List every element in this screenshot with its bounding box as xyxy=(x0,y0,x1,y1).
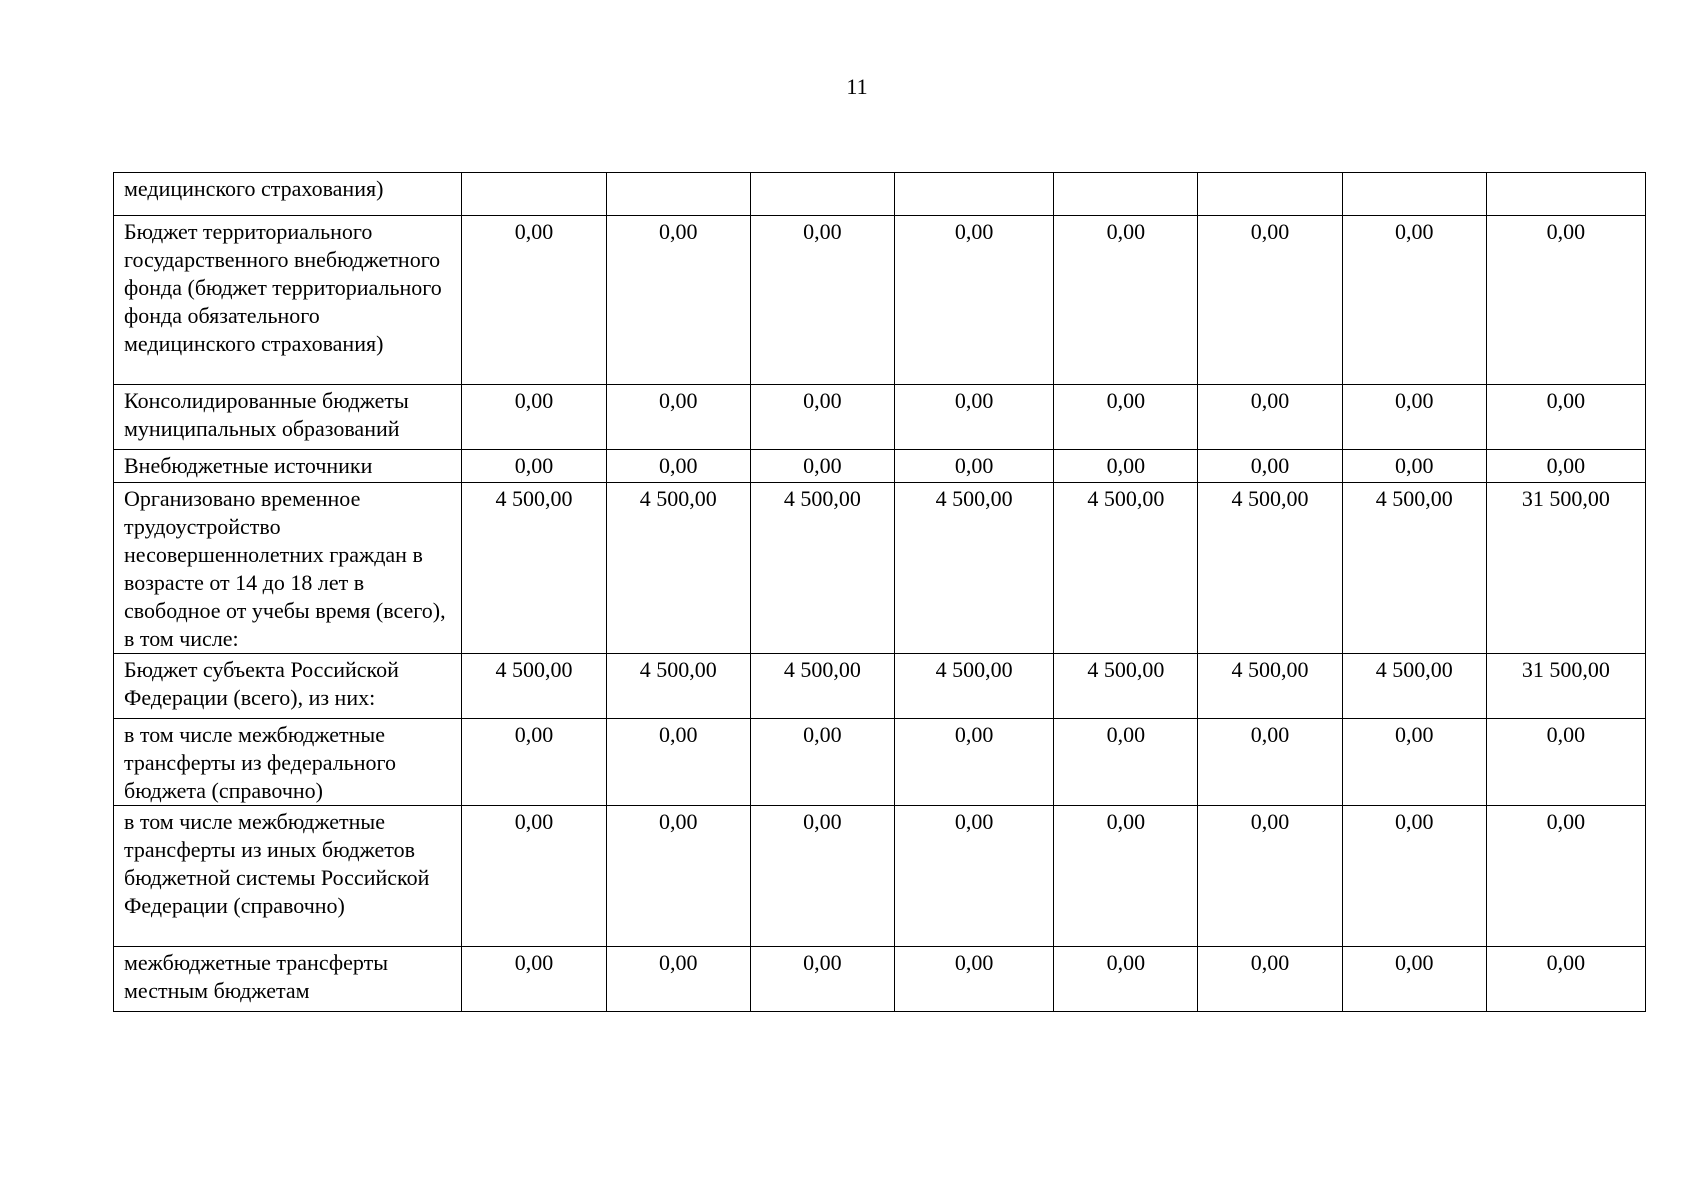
table-row xyxy=(114,450,1646,483)
table-cell: 4 500,00 xyxy=(606,654,750,719)
table-cell: 0,00 xyxy=(750,719,894,806)
table-cell: 0,00 xyxy=(606,806,750,947)
table-cell xyxy=(1198,173,1342,216)
table-row xyxy=(114,654,1646,719)
table-cell: 0,00 xyxy=(750,947,894,1012)
table-cell xyxy=(1054,173,1198,216)
table-cell: 0,00 xyxy=(1198,719,1342,806)
table-cell: 0,00 xyxy=(1054,719,1198,806)
table-row xyxy=(114,385,1646,450)
table-row xyxy=(114,947,1646,1012)
row-label: в том числе межбюджетные трансферты из иных бюджетов бюджетной системы Российской Федерации (справочно) xyxy=(114,806,462,947)
table-cell: 0,00 xyxy=(1342,216,1486,385)
table-cell: 0,00 xyxy=(1342,719,1486,806)
table-row xyxy=(114,806,1646,947)
table-cell: 4 500,00 xyxy=(750,483,894,654)
table-cell: 0,00 xyxy=(1198,806,1342,947)
table-row xyxy=(114,173,1646,216)
table-cell: 0,00 xyxy=(462,806,606,947)
table-cell: 0,00 xyxy=(895,385,1054,450)
table-cell: 4 500,00 xyxy=(895,654,1054,719)
table-cell: 0,00 xyxy=(895,947,1054,1012)
table-cell: 0,00 xyxy=(750,385,894,450)
table-cell: 0,00 xyxy=(1054,216,1198,385)
table-cell: 0,00 xyxy=(750,450,894,483)
table-cell: 0,00 xyxy=(606,216,750,385)
row-label: Внебюджетные источники xyxy=(114,450,462,483)
table-cell xyxy=(1342,173,1486,216)
table-cell: 0,00 xyxy=(895,216,1054,385)
table-cell: 0,00 xyxy=(1198,947,1342,1012)
table-cell xyxy=(1486,173,1645,216)
budget-table-body xyxy=(114,173,1646,1012)
table-cell: 0,00 xyxy=(750,806,894,947)
table-cell: 0,00 xyxy=(1198,450,1342,483)
table-cell: 31 500,00 xyxy=(1486,654,1645,719)
table-cell: 4 500,00 xyxy=(1054,483,1198,654)
table-cell: 0,00 xyxy=(1342,806,1486,947)
table-cell xyxy=(606,173,750,216)
table-cell: 0,00 xyxy=(462,216,606,385)
row-label: Бюджет территориального государственного внебюджетного фонда (бюджет территориального фонда обязательного медицинского страхования) xyxy=(114,216,462,385)
table-cell: 0,00 xyxy=(1054,385,1198,450)
table-cell: 0,00 xyxy=(1342,450,1486,483)
table-cell: 0,00 xyxy=(1486,450,1645,483)
table-cell: 31 500,00 xyxy=(1486,483,1645,654)
table-cell: 4 500,00 xyxy=(1198,654,1342,719)
table-cell: 0,00 xyxy=(895,450,1054,483)
table-cell: 4 500,00 xyxy=(1198,483,1342,654)
table-cell: 4 500,00 xyxy=(895,483,1054,654)
table-cell xyxy=(750,173,894,216)
table-cell: 0,00 xyxy=(606,450,750,483)
table-cell: 0,00 xyxy=(1486,806,1645,947)
table-row xyxy=(114,216,1646,385)
table-cell: 0,00 xyxy=(1486,216,1645,385)
table-cell: 0,00 xyxy=(1486,947,1645,1012)
table-cell: 4 500,00 xyxy=(750,654,894,719)
table-cell: 0,00 xyxy=(1486,719,1645,806)
table-row xyxy=(114,483,1646,654)
table-cell: 4 500,00 xyxy=(1342,483,1486,654)
table-cell: 0,00 xyxy=(1342,385,1486,450)
table-cell: 0,00 xyxy=(462,385,606,450)
table-cell: 0,00 xyxy=(606,719,750,806)
table-cell: 0,00 xyxy=(895,806,1054,947)
table-cell: 0,00 xyxy=(462,947,606,1012)
row-label: Организовано временное трудоустройство несовершеннолетних граждан в возрасте от 14 до 18 лет в свободное от учебы время (всего), в том числе: xyxy=(114,483,462,654)
table-cell: 0,00 xyxy=(1342,947,1486,1012)
table-row xyxy=(114,719,1646,806)
table-cell: 0,00 xyxy=(1054,947,1198,1012)
table-cell: 4 500,00 xyxy=(1054,654,1198,719)
table-cell: 0,00 xyxy=(1054,806,1198,947)
row-label: межбюджетные трансферты местным бюджетам xyxy=(114,947,462,1012)
row-label: медицинского страхования) xyxy=(114,173,462,216)
table-cell: 4 500,00 xyxy=(1342,654,1486,719)
table-cell xyxy=(895,173,1054,216)
table-cell: 0,00 xyxy=(1198,385,1342,450)
row-label: в том числе межбюджетные трансферты из федерального бюджета (справочно) xyxy=(114,719,462,806)
table-cell: 0,00 xyxy=(1198,216,1342,385)
table-cell xyxy=(462,173,606,216)
row-label: Консолидированные бюджеты муниципальных образований xyxy=(114,385,462,450)
page-number: 11 xyxy=(846,74,868,99)
table-cell: 0,00 xyxy=(462,719,606,806)
table-cell: 0,00 xyxy=(606,947,750,1012)
table-cell: 0,00 xyxy=(462,450,606,483)
table-cell: 4 500,00 xyxy=(462,654,606,719)
table-cell: 0,00 xyxy=(1486,385,1645,450)
table-cell: 4 500,00 xyxy=(606,483,750,654)
table-cell: 0,00 xyxy=(606,385,750,450)
table-cell: 0,00 xyxy=(750,216,894,385)
row-label: Бюджет субъекта Российской Федерации (всего), из них: xyxy=(114,654,462,719)
table-cell: 0,00 xyxy=(895,719,1054,806)
budget-table xyxy=(113,172,1646,1012)
table-cell: 4 500,00 xyxy=(462,483,606,654)
table-cell: 0,00 xyxy=(1054,450,1198,483)
